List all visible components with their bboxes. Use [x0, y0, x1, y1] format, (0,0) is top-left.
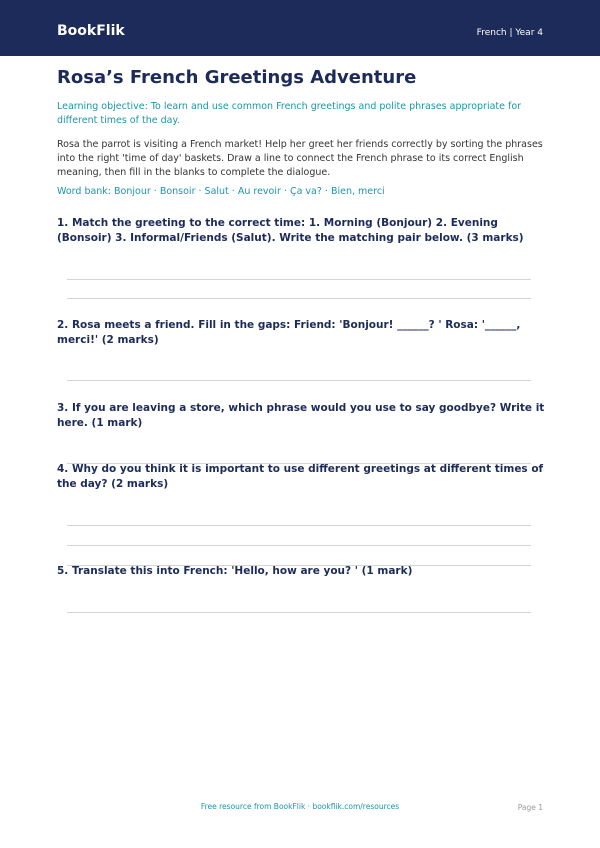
- word-bank: Word bank: Bonjour · Bonsoir · Salut · Au revoir · Ça va? · Bien, merci: [57, 186, 385, 197]
- brand-logo[interactable]: BookFlik: [57, 23, 125, 39]
- question-5: 5. Translate this into French: 'Hello, how are you? ' (1 mark): [57, 565, 413, 577]
- question-4: 4. Why do you think it is important to use different greetings at different times of the day? (2 marks): [57, 463, 544, 490]
- subject-label: French | Year 4: [476, 28, 543, 38]
- answer-line[interactable]: [67, 525, 531, 526]
- footer-resource-link[interactable]: Free resource from BookFlik · bookflik.com/resources: [200, 802, 400, 811]
- learning-objective: Learning objective: To learn and use common French greetings and polite phrases appropriate for different times of the day.: [57, 101, 522, 126]
- question-1: 1. Match the greeting to the correct time: 1. Morning (Bonjour) 2. Evening (Bonsoir) 3. Informal/Friends (Salut). Write the matching pair below. (3 marks): [57, 217, 524, 244]
- intro-text: Rosa the parrot is visiting a French market! Help her greet her friends correctly by sorting the phrases into the right 'time of day' baskets. Draw a line to connect the French phrase to its correct English meaning, then fill in the blanks to complete the dialogue.: [57, 139, 543, 178]
- answer-line[interactable]: [67, 298, 531, 299]
- answer-line[interactable]: [67, 612, 531, 613]
- answer-line[interactable]: [67, 279, 531, 280]
- header-bar: [0, 0, 600, 56]
- worksheet-title: Rosa’s French Greetings Adventure: [57, 67, 417, 88]
- page-number: Page 1: [517, 803, 543, 812]
- question-3: 3. If you are leaving a store, which phrase would you use to say goodbye? Write it here. (1 mark): [57, 402, 545, 429]
- answer-line[interactable]: [67, 380, 531, 381]
- question-2: 2. Rosa meets a friend. Fill in the gaps: Friend: 'Bonjour! ______? ' Rosa: '______, merci!' (2 marks): [57, 319, 521, 346]
- answer-line[interactable]: [67, 545, 531, 546]
